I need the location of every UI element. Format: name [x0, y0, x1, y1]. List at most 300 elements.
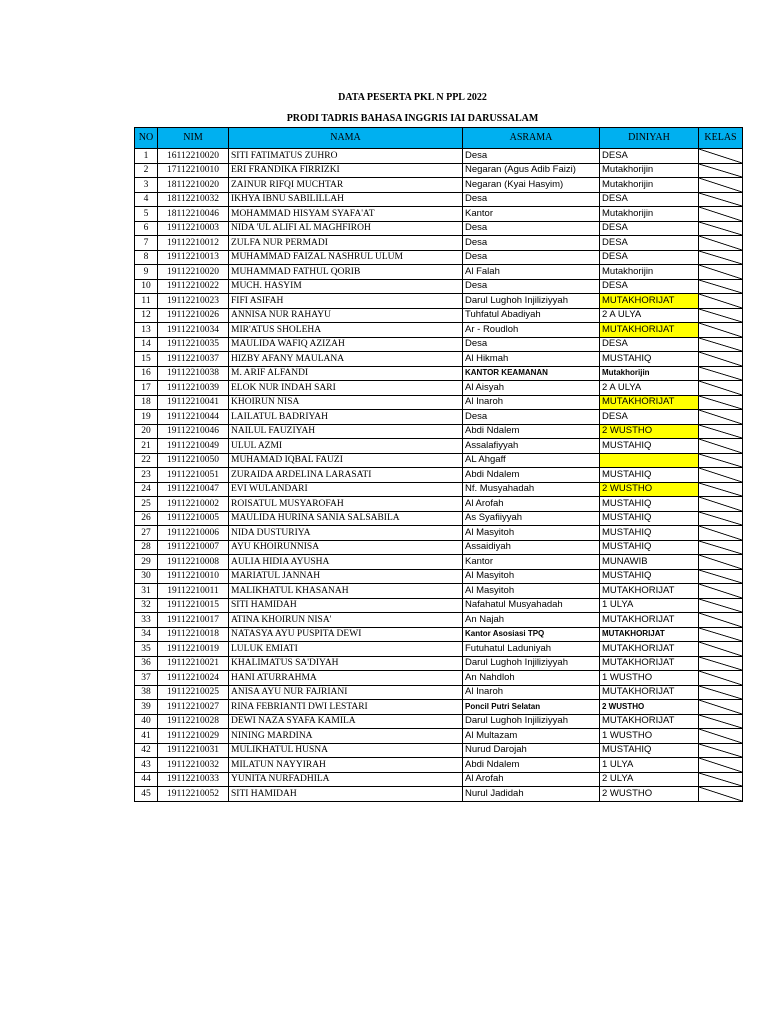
cell-diniyah: DESA: [600, 221, 699, 236]
cell-no: 12: [135, 308, 158, 323]
cell-asrama: Darul Lughoh Injiliziyyah: [463, 294, 600, 309]
table-row: [135, 613, 743, 628]
table-row: [135, 308, 743, 323]
table-row: [135, 366, 743, 381]
cell-asrama: Desa: [463, 279, 600, 294]
table-body: [135, 149, 743, 802]
cell-asrama: Tuhfatul Abadiyah: [463, 308, 600, 323]
cell-nama: YUNITA NURFADHILA: [229, 772, 463, 787]
cell-nim: 19112210027: [158, 700, 229, 715]
header-nama: NAMA: [229, 128, 463, 149]
cell-nama: MUCH. HASYIM: [229, 279, 463, 294]
cell-asrama: Poncil Putri Selatan: [463, 700, 600, 715]
cell-nim: 19112210005: [158, 511, 229, 526]
cell-asrama: Ar - Roudloh: [463, 323, 600, 338]
cell-nama: LAILATUL BADRIYAH: [229, 410, 463, 425]
cell-nim: 17112210010: [158, 163, 229, 178]
cell-nama: NIDA 'UL ALIFI AL MAGHFIROH: [229, 221, 463, 236]
cell-nama: MILATUN NAYYIRAH: [229, 758, 463, 773]
cell-kelas: [699, 642, 743, 657]
cell-no: 15: [135, 352, 158, 367]
cell-nama: ZURAIDA ARDELINA LARASATI: [229, 468, 463, 483]
cell-nim: 19112210039: [158, 381, 229, 396]
cell-nim: 19112210008: [158, 555, 229, 570]
cell-no: 43: [135, 758, 158, 773]
table-row: [135, 221, 743, 236]
cell-no: 28: [135, 540, 158, 555]
cell-no: 7: [135, 236, 158, 251]
table-row: [135, 410, 743, 425]
cell-kelas: [699, 685, 743, 700]
cell-asrama: Al Inaroh: [463, 685, 600, 700]
cell-diniyah: Mutakhorijin: [600, 207, 699, 222]
cell-diniyah: MUSTAHIQ: [600, 743, 699, 758]
cell-diniyah: MUSTAHIQ: [600, 569, 699, 584]
cell-nama: MUHAMMAD FATHUL QORIB: [229, 265, 463, 280]
cell-no: 20: [135, 424, 158, 439]
cell-no: 25: [135, 497, 158, 512]
table-row: [135, 468, 743, 483]
cell-diniyah: MUSTAHIQ: [600, 439, 699, 454]
cell-nim: 19112210051: [158, 468, 229, 483]
document-title: DATA PESERTA PKL N PPL 2022: [338, 92, 487, 103]
cell-nama: ROISATUL MUSYAROFAH: [229, 497, 463, 512]
cell-nim: 19112210003: [158, 221, 229, 236]
cell-no: 3: [135, 178, 158, 193]
table-row: [135, 787, 743, 802]
cell-asrama: Negaran (Agus Adib Faizi): [463, 163, 600, 178]
cell-no: 35: [135, 642, 158, 657]
cell-nim: 18112210046: [158, 207, 229, 222]
table-row: [135, 598, 743, 613]
cell-no: 34: [135, 627, 158, 642]
cell-kelas: [699, 511, 743, 526]
table-row: [135, 685, 743, 700]
cell-no: 5: [135, 207, 158, 222]
cell-nim: 19112210010: [158, 569, 229, 584]
cell-no: 24: [135, 482, 158, 497]
cell-diniyah: Mutakhorijin: [600, 178, 699, 193]
table-row: [135, 642, 743, 657]
cell-asrama: Nf. Musyahadah: [463, 482, 600, 497]
cell-diniyah: DESA: [600, 410, 699, 425]
cell-kelas: [699, 743, 743, 758]
cell-diniyah: MUTAKHORIJAT: [600, 613, 699, 628]
cell-asrama: Assaidiyah: [463, 540, 600, 555]
cell-nama: ANISA AYU NUR FAJRIANI: [229, 685, 463, 700]
table-row: [135, 758, 743, 773]
table-row: [135, 714, 743, 729]
cell-nim: 19112210044: [158, 410, 229, 425]
cell-nim: 19112210050: [158, 453, 229, 468]
table-row: [135, 279, 743, 294]
cell-no: 32: [135, 598, 158, 613]
cell-nim: 19112210047: [158, 482, 229, 497]
cell-diniyah: MUSTAHIQ: [600, 526, 699, 541]
cell-nama: MUHAMAD IQBAL FAUZI: [229, 453, 463, 468]
cell-asrama: Desa: [463, 337, 600, 352]
cell-nim: 19112210026: [158, 308, 229, 323]
cell-asrama: Al Arofah: [463, 772, 600, 787]
cell-nim: 19112210025: [158, 685, 229, 700]
table-row: [135, 497, 743, 512]
cell-nama: NAILUL FAUZIYAH: [229, 424, 463, 439]
cell-kelas: [699, 221, 743, 236]
cell-kelas: [699, 540, 743, 555]
cell-kelas: [699, 192, 743, 207]
cell-nim: 19112210011: [158, 584, 229, 599]
cell-nama: MALIKHATUL KHASANAH: [229, 584, 463, 599]
cell-kelas: [699, 395, 743, 410]
cell-nama: ZAINUR RIFQI MUCHTAR: [229, 178, 463, 193]
cell-diniyah: DESA: [600, 236, 699, 251]
cell-nama: MOHAMMAD HISYAM SYAFA'AT: [229, 207, 463, 222]
participants-table: [134, 127, 743, 802]
cell-kelas: [699, 308, 743, 323]
cell-kelas: [699, 250, 743, 265]
cell-nama: ANNISA NUR RAHAYU: [229, 308, 463, 323]
cell-nim: 19112210022: [158, 279, 229, 294]
table-row: [135, 743, 743, 758]
cell-diniyah: 1 ULYA: [600, 598, 699, 613]
cell-nim: 19112210029: [158, 729, 229, 744]
cell-nama: ZULFA NUR PERMADI: [229, 236, 463, 251]
cell-asrama: Al Multazam: [463, 729, 600, 744]
cell-no: 19: [135, 410, 158, 425]
table-row: [135, 482, 743, 497]
cell-diniyah: 2 A ULYA: [600, 308, 699, 323]
cell-no: 29: [135, 555, 158, 570]
cell-kelas: [699, 236, 743, 251]
cell-nim: 19112210032: [158, 758, 229, 773]
cell-asrama: Al Masyitoh: [463, 584, 600, 599]
cell-kelas: [699, 555, 743, 570]
table-row: [135, 511, 743, 526]
cell-nim: 18112210032: [158, 192, 229, 207]
cell-no: 27: [135, 526, 158, 541]
cell-asrama: Desa: [463, 221, 600, 236]
cell-no: 40: [135, 714, 158, 729]
cell-asrama: Desa: [463, 236, 600, 251]
cell-nama: IKHYA IBNU SABILILLAH: [229, 192, 463, 207]
cell-kelas: [699, 613, 743, 628]
table-row: [135, 729, 743, 744]
table-row: [135, 526, 743, 541]
cell-nim: 16112210020: [158, 149, 229, 164]
cell-asrama: Nurud Darojah: [463, 743, 600, 758]
cell-kelas: [699, 497, 743, 512]
cell-no: 8: [135, 250, 158, 265]
cell-asrama: An Najah: [463, 613, 600, 628]
table-header-row: [135, 128, 743, 149]
cell-diniyah: DESA: [600, 250, 699, 265]
cell-no: 9: [135, 265, 158, 280]
cell-asrama: Desa: [463, 250, 600, 265]
cell-kelas: [699, 526, 743, 541]
cell-nama: ATINA KHOIRUN NISA': [229, 613, 463, 628]
cell-diniyah: Mutakhorijin: [600, 265, 699, 280]
cell-no: 30: [135, 569, 158, 584]
cell-kelas: [699, 598, 743, 613]
table-row: [135, 381, 743, 396]
cell-kelas: [699, 323, 743, 338]
cell-no: 38: [135, 685, 158, 700]
cell-kelas: [699, 714, 743, 729]
cell-nama: SITI FATIMATUS ZUHRO: [229, 149, 463, 164]
cell-asrama: Abdi Ndalem: [463, 758, 600, 773]
cell-nim: 19112210031: [158, 743, 229, 758]
table-row: [135, 395, 743, 410]
cell-nama: SITI HAMIDAH: [229, 598, 463, 613]
cell-diniyah: MUTAKHORIJAT: [600, 714, 699, 729]
cell-diniyah: 1 WUSTHO: [600, 671, 699, 686]
cell-nama: MIR'ATUS SHOLEHA: [229, 323, 463, 338]
cell-nim: 19112210012: [158, 236, 229, 251]
cell-asrama: An Nahdloh: [463, 671, 600, 686]
cell-no: 26: [135, 511, 158, 526]
header-asrama: ASRAMA: [463, 128, 600, 149]
cell-nama: MAULIDA HURINA SANIA SALSABILA: [229, 511, 463, 526]
cell-kelas: [699, 729, 743, 744]
cell-no: 16: [135, 366, 158, 381]
cell-nim: 18112210020: [158, 178, 229, 193]
cell-nama: DEWI NAZA SYAFA KAMILA: [229, 714, 463, 729]
cell-diniyah: MUTAKHORIJAT: [600, 395, 699, 410]
table-row: [135, 236, 743, 251]
cell-asrama: KANTOR KEAMANAN: [463, 366, 600, 381]
cell-no: 6: [135, 221, 158, 236]
table-row: [135, 424, 743, 439]
table-row: [135, 294, 743, 309]
cell-nama: KHOIRUN NISA: [229, 395, 463, 410]
cell-kelas: [699, 656, 743, 671]
cell-diniyah: [600, 453, 699, 468]
table-row: [135, 700, 743, 715]
cell-no: 2: [135, 163, 158, 178]
table-row: [135, 540, 743, 555]
cell-kelas: [699, 279, 743, 294]
cell-nim: 19112210041: [158, 395, 229, 410]
table-row: [135, 207, 743, 222]
cell-nim: 19112210038: [158, 366, 229, 381]
cell-nama: M. ARIF ALFANDI: [229, 366, 463, 381]
table-row: [135, 772, 743, 787]
cell-nama: NIDA DUSTURIYA: [229, 526, 463, 541]
cell-kelas: [699, 453, 743, 468]
cell-nim: 19112210035: [158, 337, 229, 352]
cell-nama: HANI ATURRAHMA: [229, 671, 463, 686]
cell-kelas: [699, 337, 743, 352]
cell-asrama: Desa: [463, 149, 600, 164]
cell-diniyah: 2 A ULYA: [600, 381, 699, 396]
document-subtitle: PRODI TADRIS BAHASA INGGRIS IAI DARUSSALAM: [286, 113, 539, 124]
cell-no: 23: [135, 468, 158, 483]
table-row: [135, 453, 743, 468]
cell-nim: 19112210006: [158, 526, 229, 541]
cell-asrama: Al Hikmah: [463, 352, 600, 367]
cell-nama: NATASYA AYU PUSPITA DEWI: [229, 627, 463, 642]
cell-asrama: Futuhatul Laduniyah: [463, 642, 600, 657]
cell-no: 17: [135, 381, 158, 396]
cell-asrama: Al Falah: [463, 265, 600, 280]
cell-nim: 19112210052: [158, 787, 229, 802]
cell-kelas: [699, 352, 743, 367]
table-row: [135, 163, 743, 178]
cell-asrama: Darul Lughoh Injiliziyyah: [463, 656, 600, 671]
table-row: [135, 555, 743, 570]
cell-nim: 19112210049: [158, 439, 229, 454]
cell-diniyah: 2 WUSTHO: [600, 700, 699, 715]
cell-no: 37: [135, 671, 158, 686]
cell-nim: 19112210034: [158, 323, 229, 338]
cell-nim: 19112210028: [158, 714, 229, 729]
table-row: [135, 627, 743, 642]
cell-no: 10: [135, 279, 158, 294]
cell-diniyah: MUSTAHIQ: [600, 540, 699, 555]
cell-asrama: AL Ahgaff: [463, 453, 600, 468]
cell-asrama: Nafahatul Musyahadah: [463, 598, 600, 613]
cell-diniyah: DESA: [600, 149, 699, 164]
table-row: [135, 656, 743, 671]
cell-no: 13: [135, 323, 158, 338]
cell-nim: 19112210020: [158, 265, 229, 280]
cell-nama: KHALIMATUS SA'DIYAH: [229, 656, 463, 671]
cell-diniyah: 2 WUSTHO: [600, 787, 699, 802]
cell-nim: 19112210007: [158, 540, 229, 555]
cell-nama: ULUL AZMI: [229, 439, 463, 454]
cell-diniyah: Mutakhorijin: [600, 163, 699, 178]
cell-kelas: [699, 772, 743, 787]
table-row: [135, 337, 743, 352]
cell-no: 31: [135, 584, 158, 599]
cell-kelas: [699, 410, 743, 425]
cell-diniyah: MUSTAHIQ: [600, 468, 699, 483]
cell-nama: NINING MARDINA: [229, 729, 463, 744]
cell-asrama: Kantor: [463, 207, 600, 222]
cell-diniyah: MUSTAHIQ: [600, 497, 699, 512]
cell-asrama: Abdi Ndalem: [463, 424, 600, 439]
table-row: [135, 250, 743, 265]
cell-kelas: [699, 381, 743, 396]
cell-nim: 19112210023: [158, 294, 229, 309]
cell-kelas: [699, 178, 743, 193]
table-row: [135, 671, 743, 686]
cell-nama: AULIA HIDIA AYUSHA: [229, 555, 463, 570]
cell-nim: 19112210021: [158, 656, 229, 671]
cell-diniyah: 1 ULYA: [600, 758, 699, 773]
cell-asrama: Desa: [463, 192, 600, 207]
cell-nama: EVI WULANDARI: [229, 482, 463, 497]
cell-no: 14: [135, 337, 158, 352]
cell-nim: 19112210037: [158, 352, 229, 367]
cell-kelas: [699, 482, 743, 497]
cell-kelas: [699, 294, 743, 309]
cell-nim: 19112210046: [158, 424, 229, 439]
table-row: [135, 569, 743, 584]
cell-diniyah: Mutakhorijin: [600, 366, 699, 381]
cell-kelas: [699, 758, 743, 773]
cell-nim: 19112210019: [158, 642, 229, 657]
cell-asrama: Nurul Jadidah: [463, 787, 600, 802]
cell-diniyah: 2 ULYA: [600, 772, 699, 787]
cell-kelas: [699, 207, 743, 222]
cell-diniyah: DESA: [600, 279, 699, 294]
cell-asrama: Assalafiyyah: [463, 439, 600, 454]
cell-no: 36: [135, 656, 158, 671]
table-row: [135, 149, 743, 164]
cell-no: 45: [135, 787, 158, 802]
cell-nim: 19112210013: [158, 250, 229, 265]
cell-no: 41: [135, 729, 158, 744]
cell-no: 1: [135, 149, 158, 164]
cell-diniyah: 1 WUSTHO: [600, 729, 699, 744]
table-row: [135, 323, 743, 338]
cell-no: 4: [135, 192, 158, 207]
cell-nim: 19112210015: [158, 598, 229, 613]
cell-diniyah: MUTAKHORIJAT: [600, 685, 699, 700]
cell-no: 11: [135, 294, 158, 309]
cell-kelas: [699, 787, 743, 802]
cell-diniyah: 2 WUSTHO: [600, 482, 699, 497]
cell-kelas: [699, 149, 743, 164]
cell-asrama: Abdi Ndalem: [463, 468, 600, 483]
cell-kelas: [699, 700, 743, 715]
cell-no: 22: [135, 453, 158, 468]
cell-nama: ELOK NUR INDAH SARI: [229, 381, 463, 396]
cell-diniyah: DESA: [600, 192, 699, 207]
cell-no: 18: [135, 395, 158, 410]
cell-asrama: Negaran (Kyai Hasyim): [463, 178, 600, 193]
cell-nama: RINA FEBRIANTI DWI LESTARI: [229, 700, 463, 715]
cell-nama: AYU KHOIRUNNISA: [229, 540, 463, 555]
cell-no: 39: [135, 700, 158, 715]
cell-nama: MAULIDA WAFIQ AZIZAH: [229, 337, 463, 352]
cell-kelas: [699, 627, 743, 642]
cell-asrama: Desa: [463, 410, 600, 425]
cell-kelas: [699, 468, 743, 483]
cell-nim: 19112210024: [158, 671, 229, 686]
cell-nim: 19112210033: [158, 772, 229, 787]
table-row: [135, 352, 743, 367]
cell-nim: 19112210018: [158, 627, 229, 642]
cell-kelas: [699, 366, 743, 381]
cell-kelas: [699, 424, 743, 439]
cell-asrama: Al Aisyah: [463, 381, 600, 396]
cell-kelas: [699, 671, 743, 686]
cell-asrama: Al Masyitoh: [463, 569, 600, 584]
cell-diniyah: MUTAKHORIJAT: [600, 323, 699, 338]
table-row: [135, 265, 743, 280]
cell-asrama: As Syafiiyyah: [463, 511, 600, 526]
cell-nama: HIZBY AFANY MAULANA: [229, 352, 463, 367]
cell-nim: 19112210002: [158, 497, 229, 512]
cell-no: 42: [135, 743, 158, 758]
cell-nama: MARIATUL JANNAH: [229, 569, 463, 584]
table-row: [135, 192, 743, 207]
table-row: [135, 439, 743, 454]
cell-diniyah: MUNAWIB: [600, 555, 699, 570]
cell-asrama: Al Inaroh: [463, 395, 600, 410]
cell-diniyah: MUTAKHORIJAT: [600, 656, 699, 671]
cell-diniyah: MUTAKHORIJAT: [600, 627, 699, 642]
header-nim: NIM: [158, 128, 229, 149]
cell-nama: ERI FRANDIKA FIRRIZKI: [229, 163, 463, 178]
cell-diniyah: MUSTAHIQ: [600, 352, 699, 367]
header-kelas: KELAS: [699, 128, 743, 149]
cell-kelas: [699, 163, 743, 178]
cell-nama: LULUK EMIATI: [229, 642, 463, 657]
header-no: NO: [135, 128, 158, 149]
